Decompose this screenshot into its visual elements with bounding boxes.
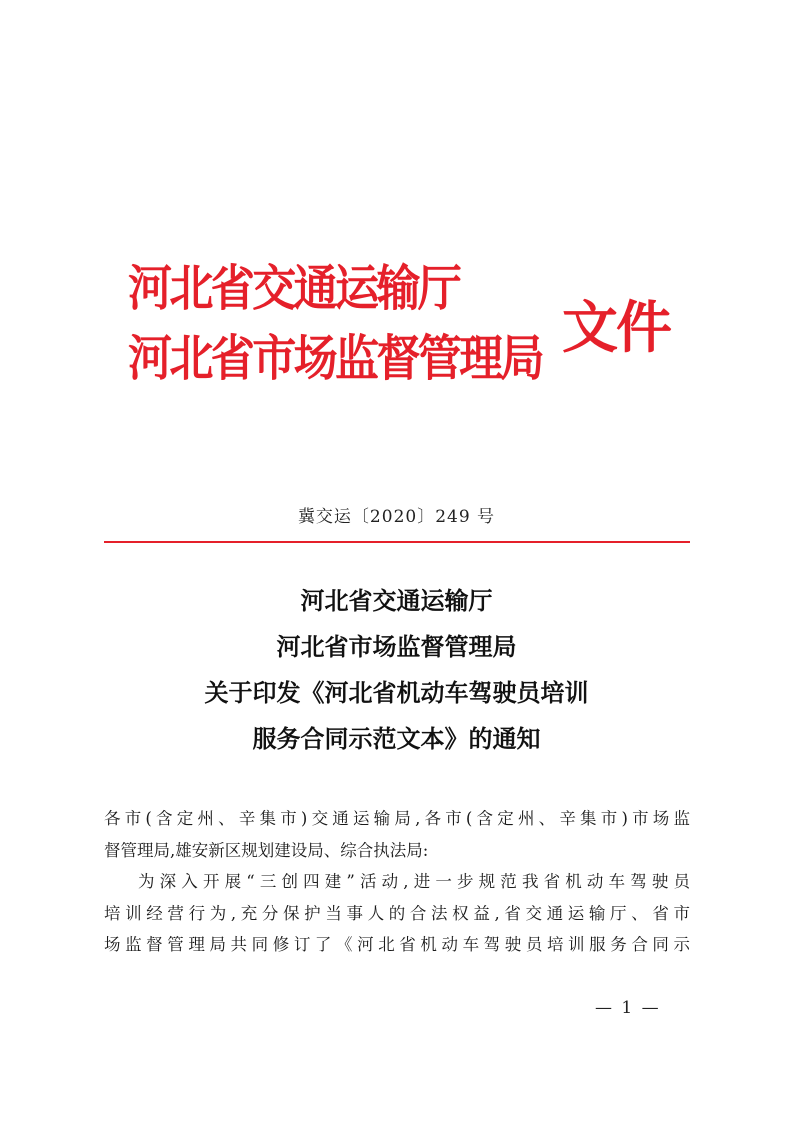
title-line: 河北省市场监督管理局 xyxy=(276,632,517,661)
addressee-line: 各市(含定州、辛集市)交通运输局,各市(含定州、辛集市)市场监 xyxy=(104,809,690,828)
issuer-transport-department: 河北省交通运输厅 xyxy=(128,259,460,317)
body-paragraph-line: 为深入开展“三创四建”活动,进一步规范我省机动车驾驶员 xyxy=(138,872,690,891)
title-line: 关于印发《河北省机动车驾驶员培训 xyxy=(204,678,589,707)
title-line: 河北省交通运输厅 xyxy=(300,586,493,615)
document-header xyxy=(128,258,688,398)
document-type-label: 文件 xyxy=(562,295,670,361)
issuer-market-regulation-bureau: 河北省市场监督管理局 xyxy=(128,329,543,387)
body-paragraph-line: 培训经营行为,充分保护当事人的合法权益,省交通运输厅、省市 xyxy=(104,903,690,923)
title-line: 服务合同示范文本》的通知 xyxy=(252,724,541,753)
notice-body xyxy=(104,803,690,961)
notice-title xyxy=(0,578,793,762)
document-number: 冀交运〔2020〕249 号 xyxy=(297,507,496,527)
page-number: — 1 — xyxy=(595,998,661,1018)
addressee-line: 督管理局,雄安新区规划建设局、综合执法局: xyxy=(104,840,429,860)
body-paragraph-line: 场监督管理局共同修订了《河北省机动车驾驶员培训服务合同示 xyxy=(104,935,690,954)
red-separator-line xyxy=(104,541,690,543)
